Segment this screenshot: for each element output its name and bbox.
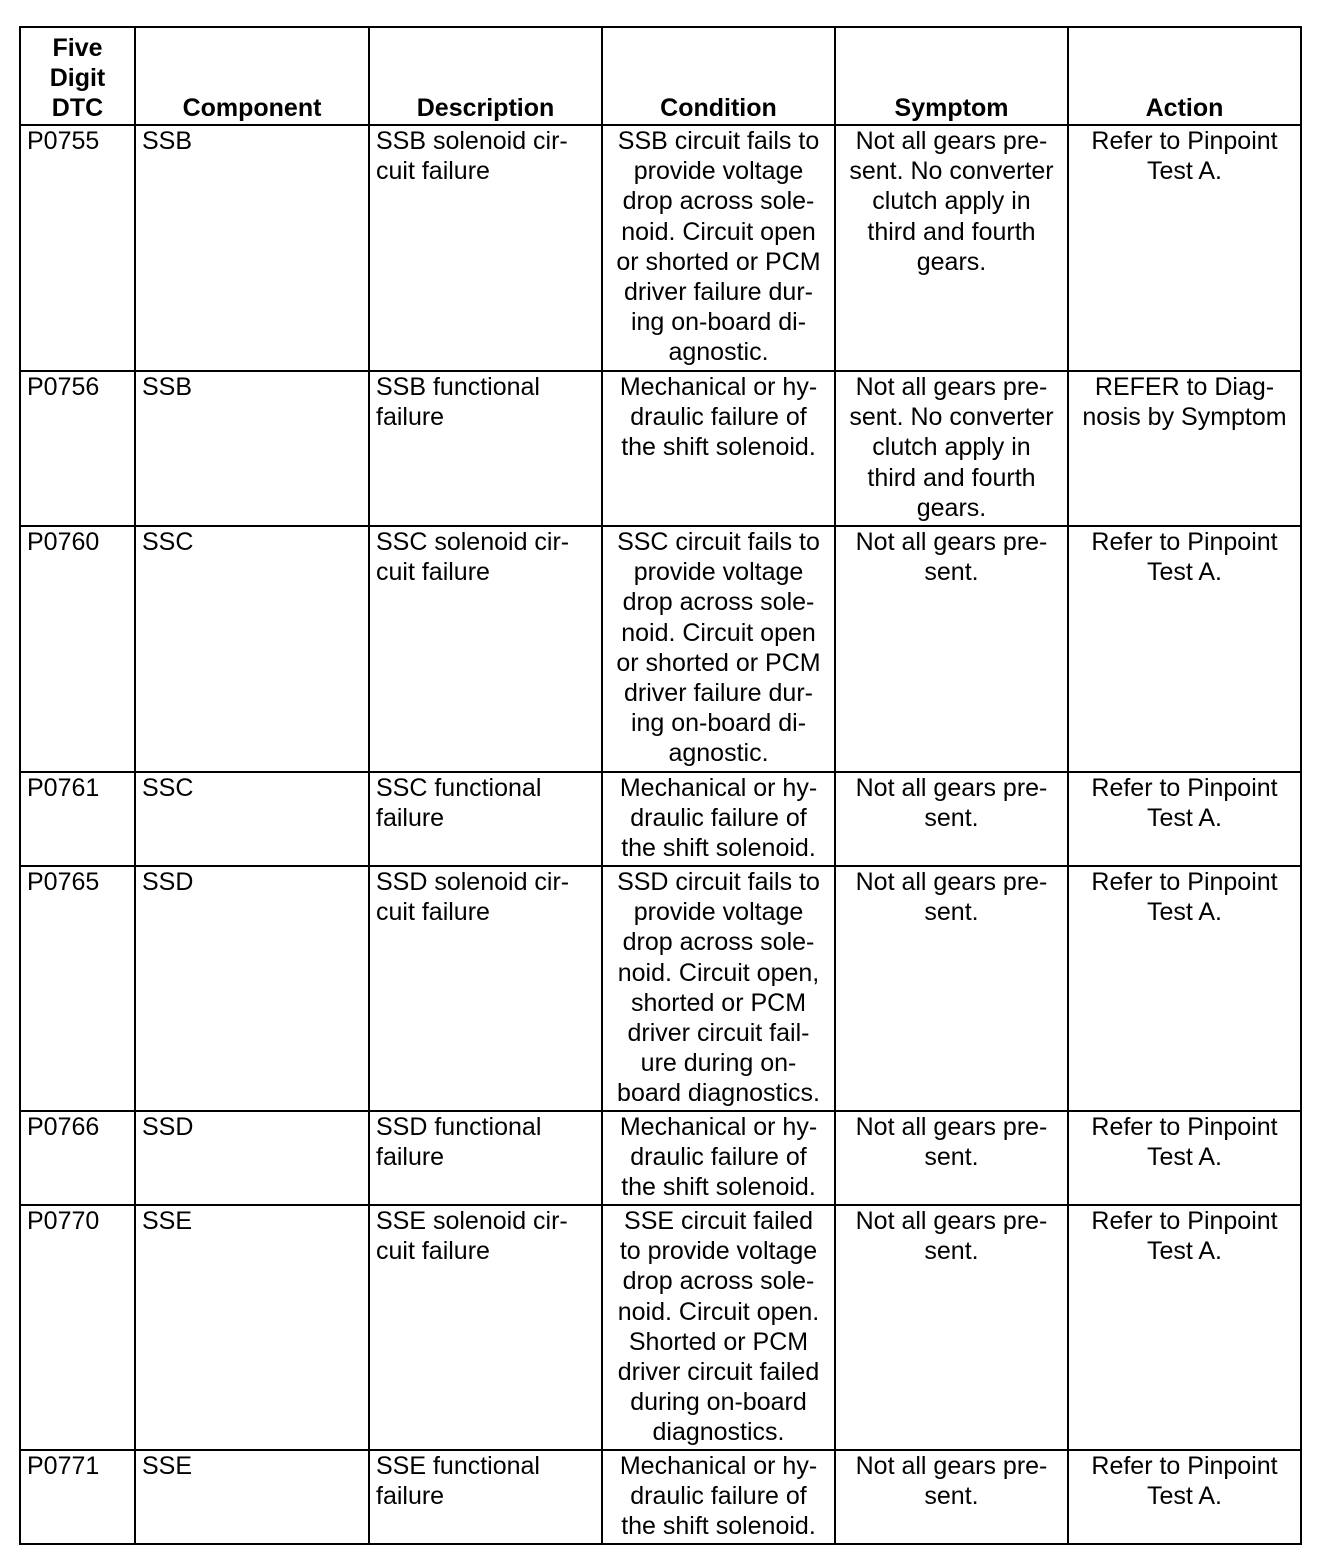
header-condition: Condition xyxy=(602,27,835,125)
cell-description: SSC solenoid cir- cuit failure xyxy=(369,526,602,772)
cell-action: Refer to Pinpoint Test A. xyxy=(1068,1205,1301,1450)
cell-dtc: P0755 xyxy=(20,125,135,371)
cell-description: SSD solenoid cir- cuit failure xyxy=(369,866,602,1111)
header-component: Component xyxy=(135,27,369,125)
cell-component: SSB xyxy=(135,371,369,526)
cell-description: SSB solenoid cir- cuit failure xyxy=(369,125,602,371)
cell-dtc: P0771 xyxy=(20,1450,135,1544)
cell-symptom: Not all gears pre- sent. xyxy=(835,1450,1068,1544)
cell-component: SSE xyxy=(135,1450,369,1544)
cell-condition: Mechanical or hy- draulic failure of the shift solenoid. xyxy=(602,1111,835,1205)
cell-component: SSB xyxy=(135,125,369,371)
cell-symptom: Not all gears pre- sent. xyxy=(835,772,1068,866)
cell-action: REFER to Diag- nosis by Symptom xyxy=(1068,371,1301,526)
cell-component: SSD xyxy=(135,866,369,1111)
cell-symptom: Not all gears pre- sent. No converter clutch apply in third and fourth gears. xyxy=(835,371,1068,526)
cell-condition: SSE circuit failed to provide voltage drop across sole- noid. Circuit open. Shorted or PCM driver circuit failed during on-board diagnostics. xyxy=(602,1205,835,1450)
cell-dtc: P0756 xyxy=(20,371,135,526)
table-row xyxy=(20,1205,1301,1450)
header-row xyxy=(20,27,1301,125)
table-row xyxy=(20,371,1301,526)
cell-description: SSC functional failure xyxy=(369,772,602,866)
cell-condition: Mechanical or hy- draulic failure of the shift solenoid. xyxy=(602,371,835,526)
cell-condition: Mechanical or hy- draulic failure of the shift solenoid. xyxy=(602,772,835,866)
table-row xyxy=(20,125,1301,371)
cell-action: Refer to Pinpoint Test A. xyxy=(1068,866,1301,1111)
cell-dtc: P0760 xyxy=(20,526,135,772)
header-action: Action xyxy=(1068,27,1301,125)
cell-condition: Mechanical or hy- draulic failure of the shift solenoid. xyxy=(602,1450,835,1544)
cell-action: Refer to Pinpoint Test A. xyxy=(1068,772,1301,866)
table-row xyxy=(20,772,1301,866)
cell-condition: SSB circuit fails to provide voltage drop across sole- noid. Circuit open or shorted or PCM driver failure dur- ing on-board di- agnostic. xyxy=(602,125,835,371)
cell-component: SSC xyxy=(135,772,369,866)
dtc-table xyxy=(19,26,1302,1545)
cell-dtc: P0770 xyxy=(20,1205,135,1450)
table-row xyxy=(20,866,1301,1111)
cell-component: SSC xyxy=(135,526,369,772)
cell-action: Refer to Pinpoint Test A. xyxy=(1068,1111,1301,1205)
cell-symptom: Not all gears pre- sent. xyxy=(835,1111,1068,1205)
cell-dtc: P0765 xyxy=(20,866,135,1111)
cell-action: Refer to Pinpoint Test A. xyxy=(1068,526,1301,772)
cell-symptom: Not all gears pre- sent. xyxy=(835,1205,1068,1450)
cell-description: SSB functional failure xyxy=(369,371,602,526)
cell-action: Refer to Pinpoint Test A. xyxy=(1068,1450,1301,1544)
table-row xyxy=(20,526,1301,772)
header-description: Description xyxy=(369,27,602,125)
cell-component: SSD xyxy=(135,1111,369,1205)
table-row xyxy=(20,1450,1301,1544)
header-dtc: Five Digit DTC xyxy=(20,27,135,125)
cell-symptom: Not all gears pre- sent. xyxy=(835,526,1068,772)
cell-symptom: Not all gears pre- sent. No converter clutch apply in third and fourth gears. xyxy=(835,125,1068,371)
cell-description: SSD functional failure xyxy=(369,1111,602,1205)
cell-component: SSE xyxy=(135,1205,369,1450)
cell-dtc: P0766 xyxy=(20,1111,135,1205)
header-symptom: Symptom xyxy=(835,27,1068,125)
cell-description: SSE functional failure xyxy=(369,1450,602,1544)
cell-dtc: P0761 xyxy=(20,772,135,866)
cell-condition: SSD circuit fails to provide voltage drop across sole- noid. Circuit open, shorted or PCM driver circuit fail- ure during on- board diagnostics. xyxy=(602,866,835,1111)
cell-symptom: Not all gears pre- sent. xyxy=(835,866,1068,1111)
cell-action: Refer to Pinpoint Test A. xyxy=(1068,125,1301,371)
table-row xyxy=(20,1111,1301,1205)
cell-condition: SSC circuit fails to provide voltage drop across sole- noid. Circuit open or shorted or PCM driver failure dur- ing on-board di- agnostic. xyxy=(602,526,835,772)
cell-description: SSE solenoid cir- cuit failure xyxy=(369,1205,602,1450)
